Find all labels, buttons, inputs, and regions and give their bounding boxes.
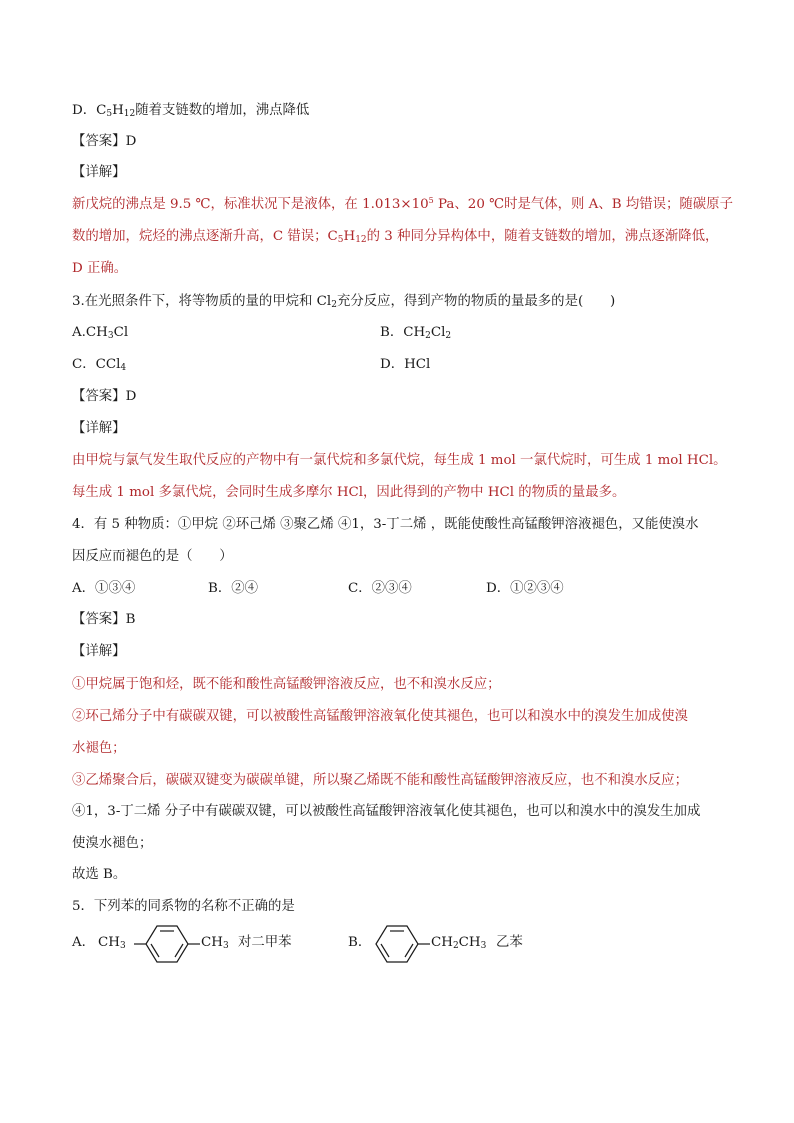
q4-explanation-line-5: ④1，3-丁二烯 分子中有碳碳双键，可以被酸性高锰酸钾溶液氧化使其褪色，也可以和溴水中的溴发生加成 — [72, 804, 701, 819]
q3-detail-label: 【详解】 — [72, 421, 126, 436]
q5-option-b-substituent: $CH_2CH_3$ — [431, 935, 487, 951]
q4-explanation-line-1: ①甲烷属于饱和烃，既不能和酸性高锰酸钾溶液反应，也不和溴水反应； — [72, 677, 501, 692]
q4-stem-line-1: 4．有 5 种物质：①甲烷 ②环己烯 ③聚乙烯 ④1，3-丁二烯 ，既能使酸性高锰酸钾溶液褪色，又能使溴水 — [72, 517, 699, 532]
q5-option-a-right-group: $CH_3$ — [201, 935, 229, 951]
q4-explanation-line-4: ③乙烯聚合后，碳碳双键变为碳碳单键，所以聚乙烯既不能和酸性高锰酸钾溶液反应，也不和溴水反应； — [72, 773, 688, 788]
q2-option-d: D．$C_5H_{12}$随着支链数的增加，沸点降低 — [72, 103, 310, 119]
q3-answer: 【答案】D — [72, 389, 137, 404]
q5-option-b-label: B． — [348, 935, 372, 950]
q2-explanation-line-1: 新戊烷的沸点是 9.5 ℃，标准状况下是液体，在 $1.013\times 10^5$ Pa、20 ℃时是气体，则 A、B 均错误；随碳原子 — [72, 196, 733, 212]
q4-explanation-line-2: ②环己烯分子中有碳碳双键，可以被酸性高锰酸钾溶液氧化使其褪色，也可以和溴水中的溴发生加成使溴 — [72, 709, 688, 724]
q2-explanation-line-3: D 正确。 — [72, 261, 128, 276]
q5-option-b-benzene-ring-icon — [374, 922, 430, 966]
q2-detail-label: 【详解】 — [72, 165, 126, 180]
q5-option-a-left-group: $CH_3$ — [98, 935, 126, 951]
q5-option-b-name: 乙苯 — [496, 935, 523, 950]
q5-option-a-benzene-ring-icon — [134, 922, 200, 966]
q2-answer: 【答案】D — [72, 134, 137, 149]
q4-option-a: A．①③④ — [72, 581, 136, 596]
q4-explanation-line-6: 使溴水褪色； — [72, 836, 153, 851]
q3-option-d: D．HCl — [380, 357, 431, 372]
q4-explanation-line-3: 水褪色； — [72, 741, 126, 756]
q3-stem: 3.在光照条件下，将等物质的量的甲烷和 $Cl_2$充分反应，得到产物的物质的量最多的是( ) — [72, 294, 616, 310]
q3-explanation-line-1: 由甲烷与氯气发生取代反应的产物中有一氯代烷和多氯代烷，每生成 1 mol 一氯代烷时，可生成 1 mol HCl。 — [72, 453, 727, 468]
q4-stem-line-2: 因反应而褪色的是（ ） — [72, 549, 233, 564]
q4-option-b: B．②④ — [208, 581, 259, 596]
q4-answer: 【答案】B — [72, 612, 136, 627]
q3-option-b: B．$CH_2Cl_2$ — [380, 325, 452, 341]
q4-detail-label: 【详解】 — [72, 644, 126, 659]
q4-option-c: C．②③④ — [348, 581, 412, 596]
q2-explanation-line-2: 数的增加，烷烃的沸点逐渐升高，C 错误；$C_5H_{12}$的 3 种同分异构体中，随着支链数的增加，沸点逐渐降低， — [72, 229, 719, 245]
q4-option-d: D．①②③④ — [486, 581, 564, 596]
q3-option-a: $A.CH_3Cl$ — [72, 325, 129, 341]
q5-option-a-label: A． — [72, 935, 96, 950]
q3-explanation-line-2: 每生成 1 mol 多氯代烷，会同时生成多摩尔 HCl，因此得到的产物中 HCl 的物质的量最多。 — [72, 485, 626, 500]
q5-option-a-name: 对二甲苯 — [238, 935, 292, 950]
q3-option-c: C．CCl$_4$ — [72, 357, 127, 373]
q4-explanation-line-7: 故选 B。 — [72, 867, 127, 882]
q5-stem: 5．下列苯的同系物的名称不正确的是 — [72, 899, 295, 914]
